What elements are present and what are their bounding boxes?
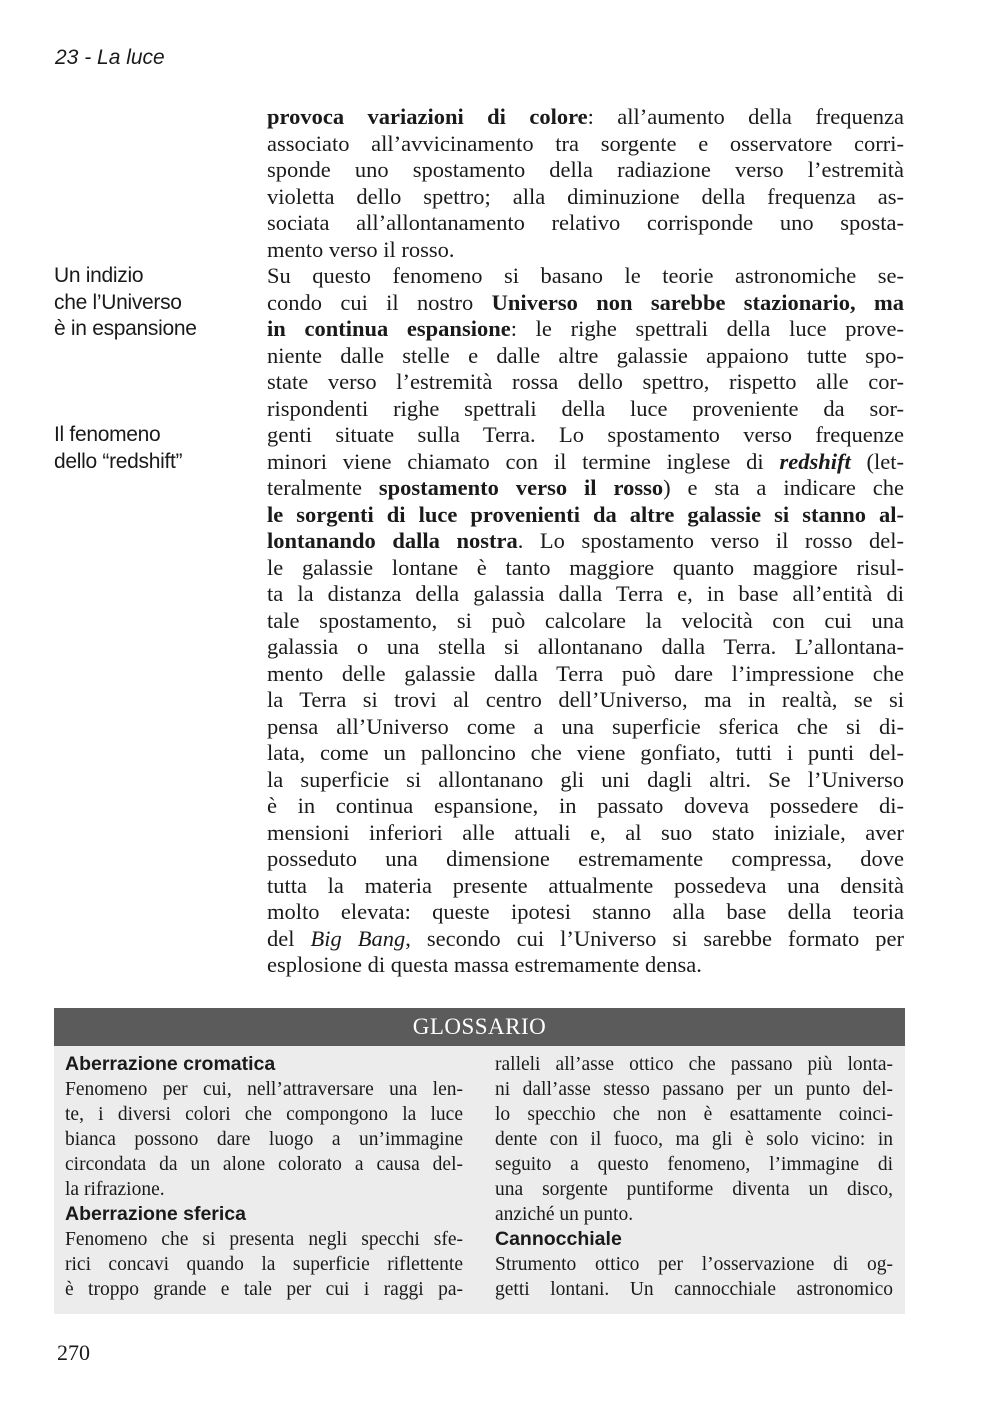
body-line (267, 528, 904, 555)
margin-note-line: dello “redshift” (54, 449, 183, 473)
glossary-definition-line: circondata da un alone colorato a causa del- (65, 1154, 463, 1175)
body-text-run: sociata all’allontanamento relativo corrisponde uno sposta- (267, 210, 904, 235)
body-line (267, 608, 904, 635)
body-line (267, 661, 904, 688)
page-number: 270 (57, 1340, 90, 1365)
glossary-term: Cannocchiale (495, 1228, 622, 1250)
body-text-run: lata, come un palloncino che viene gonfiato, tutti i punti del- (267, 740, 904, 765)
body-line (267, 767, 904, 794)
margin-note-line: che l’Universo (54, 290, 182, 314)
body-text-run: molto elevata: queste ipotesi stanno alla base della teoria (267, 899, 904, 924)
body-text-run: state verso l’estremità rossa dello spettro, rispetto alle cor- (267, 369, 904, 394)
glossary-title: GLOSSARIO (54, 1008, 905, 1046)
body-line (267, 952, 904, 979)
glossary-definition-line: anziché un punto. (495, 1204, 634, 1225)
margin-note-expansion (54, 263, 244, 343)
body-text-run: tutta la materia presente attualmente possedeva una densità (267, 872, 904, 898)
body-text-run: . Lo spostamento verso il rosso del- (517, 528, 904, 553)
body-text-run: : all’aumento della frequenza (587, 104, 904, 129)
body-line (267, 157, 904, 184)
glossary-column-right (495, 1052, 893, 1302)
glossary-definition-line: lo specchio che non è esattamente coinci- (495, 1104, 893, 1125)
body-line (267, 422, 904, 449)
body-text-run: è in continua espansione, in passato doveva possedere di- (267, 793, 904, 818)
glossary-definition-line: ni dall’asse stesso passano per un punto del- (495, 1079, 893, 1100)
body-text-run: esplosione di questa massa estremamente densa. (267, 952, 702, 977)
body-text-run: teralmente (267, 475, 379, 500)
body-text-run: ) e sta a indicare che (663, 475, 904, 500)
body-text (267, 104, 904, 979)
body-line (267, 449, 904, 476)
body-line (267, 237, 904, 264)
body-text-run: posseduto una dimensione estremamente compressa, dove (267, 846, 904, 871)
body-text-run: la superficie si allontanano gli uni dagli altri. Se l’Universo (267, 766, 904, 792)
body-text-run: galassia o una stella si allontanano dalla Terra. L’allontana- (267, 634, 904, 659)
body-text-run: tale spostamento, si può calcolare la velocità con cui una (267, 607, 904, 633)
body-text-run: violetta dello spettro; alla diminuzione della frequenza as- (267, 183, 904, 209)
body-line (267, 581, 904, 608)
glossary-definition-line: getti lontani. Un cannocchiale astronomico (495, 1279, 893, 1300)
body-text-run: associato all’avvicinamento tra sorgente e osservatore corri- (267, 130, 904, 156)
body-text-run: niente dalle stelle e dalle altre galassie appaiono tutte spo- (267, 342, 904, 368)
running-head: 23 - La luce (55, 46, 165, 69)
glossary-term: Aberrazione cromatica (65, 1053, 276, 1075)
body-line (267, 899, 904, 926)
body-line (267, 634, 904, 661)
body-text-run: del (267, 925, 311, 951)
emphasis-text: in continua espansione (267, 316, 511, 341)
glossary-definition-line: Fenomeno che si presenta negli specchi sfe- (65, 1229, 463, 1250)
body-text-run: genti situate sulla Terra. Lo spostamento verso frequenze (267, 422, 904, 447)
body-line (267, 290, 904, 317)
body-line (267, 793, 904, 820)
emphasis-text: Universo non sarebbe stazionario, ma (491, 289, 905, 315)
body-line (267, 316, 904, 343)
body-text-run: mento verso il rosso. (267, 236, 455, 262)
body-line (267, 210, 904, 237)
body-text-run: le galassie lontane è tanto maggiore quanto maggiore risul- (267, 554, 904, 580)
body-line (267, 104, 904, 131)
glossary-definition-line: ralleli all’asse ottico che passano più lonta- (495, 1054, 893, 1075)
body-line (267, 687, 904, 714)
body-line (267, 714, 904, 741)
body-text-run: : le righe spettrali della luce prove- (510, 316, 904, 341)
body-line (267, 873, 904, 900)
body-text-run: mensioni inferiori alle attuali e, al suo stato iniziale, aver (267, 819, 904, 845)
glossary-definition-line: bianca possono dare luogo a un’immagine (65, 1129, 463, 1150)
body-text-run: condo cui il nostro (267, 289, 492, 315)
emphasis-text: redshift (779, 448, 851, 474)
body-text-run: Su questo fenomeno si basano le teorie astronomiche se- (267, 263, 904, 288)
emphasis-text: lontanando dalla nostra (267, 528, 518, 553)
body-line (267, 740, 904, 767)
glossary-definition-line: è troppo grande e tale per cui i raggi pa- (65, 1279, 463, 1300)
body-line (267, 926, 904, 953)
glossary-definition-line: Strumento ottico per l’osservazione di og- (495, 1254, 893, 1275)
body-line (267, 369, 904, 396)
glossary-column-left (65, 1052, 463, 1302)
body-text-run: ta la distanza della galassia dalla Terra e, in base all’entità di (267, 581, 904, 606)
body-line (267, 184, 904, 211)
body-text-run: pensa all’Universo come a una superficie sferica che si di- (267, 713, 904, 739)
glossary-definition-line: una sorgente puntiforme diventa un disco, (495, 1179, 893, 1200)
glossary-definition-line: rici concavi quando la superficie riflettente (65, 1254, 463, 1275)
body-line (267, 502, 904, 529)
emphasis-text: provoca variazioni di colore (267, 104, 588, 129)
body-text-run: sponde uno spostamento della radiazione verso l’estremità (267, 157, 904, 182)
glossary-definition-line: Fenomeno per cui, nell’attraversare una len- (65, 1079, 463, 1100)
body-line (267, 396, 904, 423)
margin-note-redshift (54, 422, 244, 475)
body-line (267, 343, 904, 370)
glossary-term: Aberrazione sferica (65, 1203, 246, 1225)
body-line (267, 475, 904, 502)
glossary-definition-line: seguito a questo fenomeno, l’immagine di (495, 1154, 893, 1175)
margin-note-line: è in espansione (54, 317, 197, 340)
body-text-run: (let- (850, 448, 904, 474)
margin-note-line: Il fenomeno (54, 423, 161, 446)
body-line (267, 131, 904, 158)
body-line (267, 820, 904, 847)
body-text-run: minori viene chiamato con il termine inglese di (267, 448, 780, 474)
body-line (267, 555, 904, 582)
glossary-definition-line: la rifrazione. (65, 1179, 165, 1200)
body-text-run: mento delle galassie dalla Terra può dare l’impressione che (267, 660, 904, 686)
margin-note-line: Un indizio (54, 264, 144, 287)
body-line (267, 263, 904, 290)
emphasis-text: le sorgenti di luce provenienti da altre galassie si stanno al- (267, 501, 904, 527)
glossary-definition-line: te, i diversi colori che compongono la luce (65, 1104, 463, 1125)
emphasis-text: spostamento verso il rosso (378, 475, 664, 500)
glossary-definition-line: dente con il fuoco, ma gli è solo vicino: in (495, 1129, 893, 1150)
body-line (267, 846, 904, 873)
body-text-run: rispondenti righe spettrali della luce proveniente da sor- (267, 395, 904, 421)
emphasis-text: Big Bang (310, 925, 406, 951)
body-text-run: , secondo cui l’Universo si sarebbe formato per (405, 925, 904, 951)
body-text-run: la Terra si trovi al centro dell’Universo, ma in realtà, se si (267, 687, 904, 712)
glossary-box (54, 1008, 905, 1314)
